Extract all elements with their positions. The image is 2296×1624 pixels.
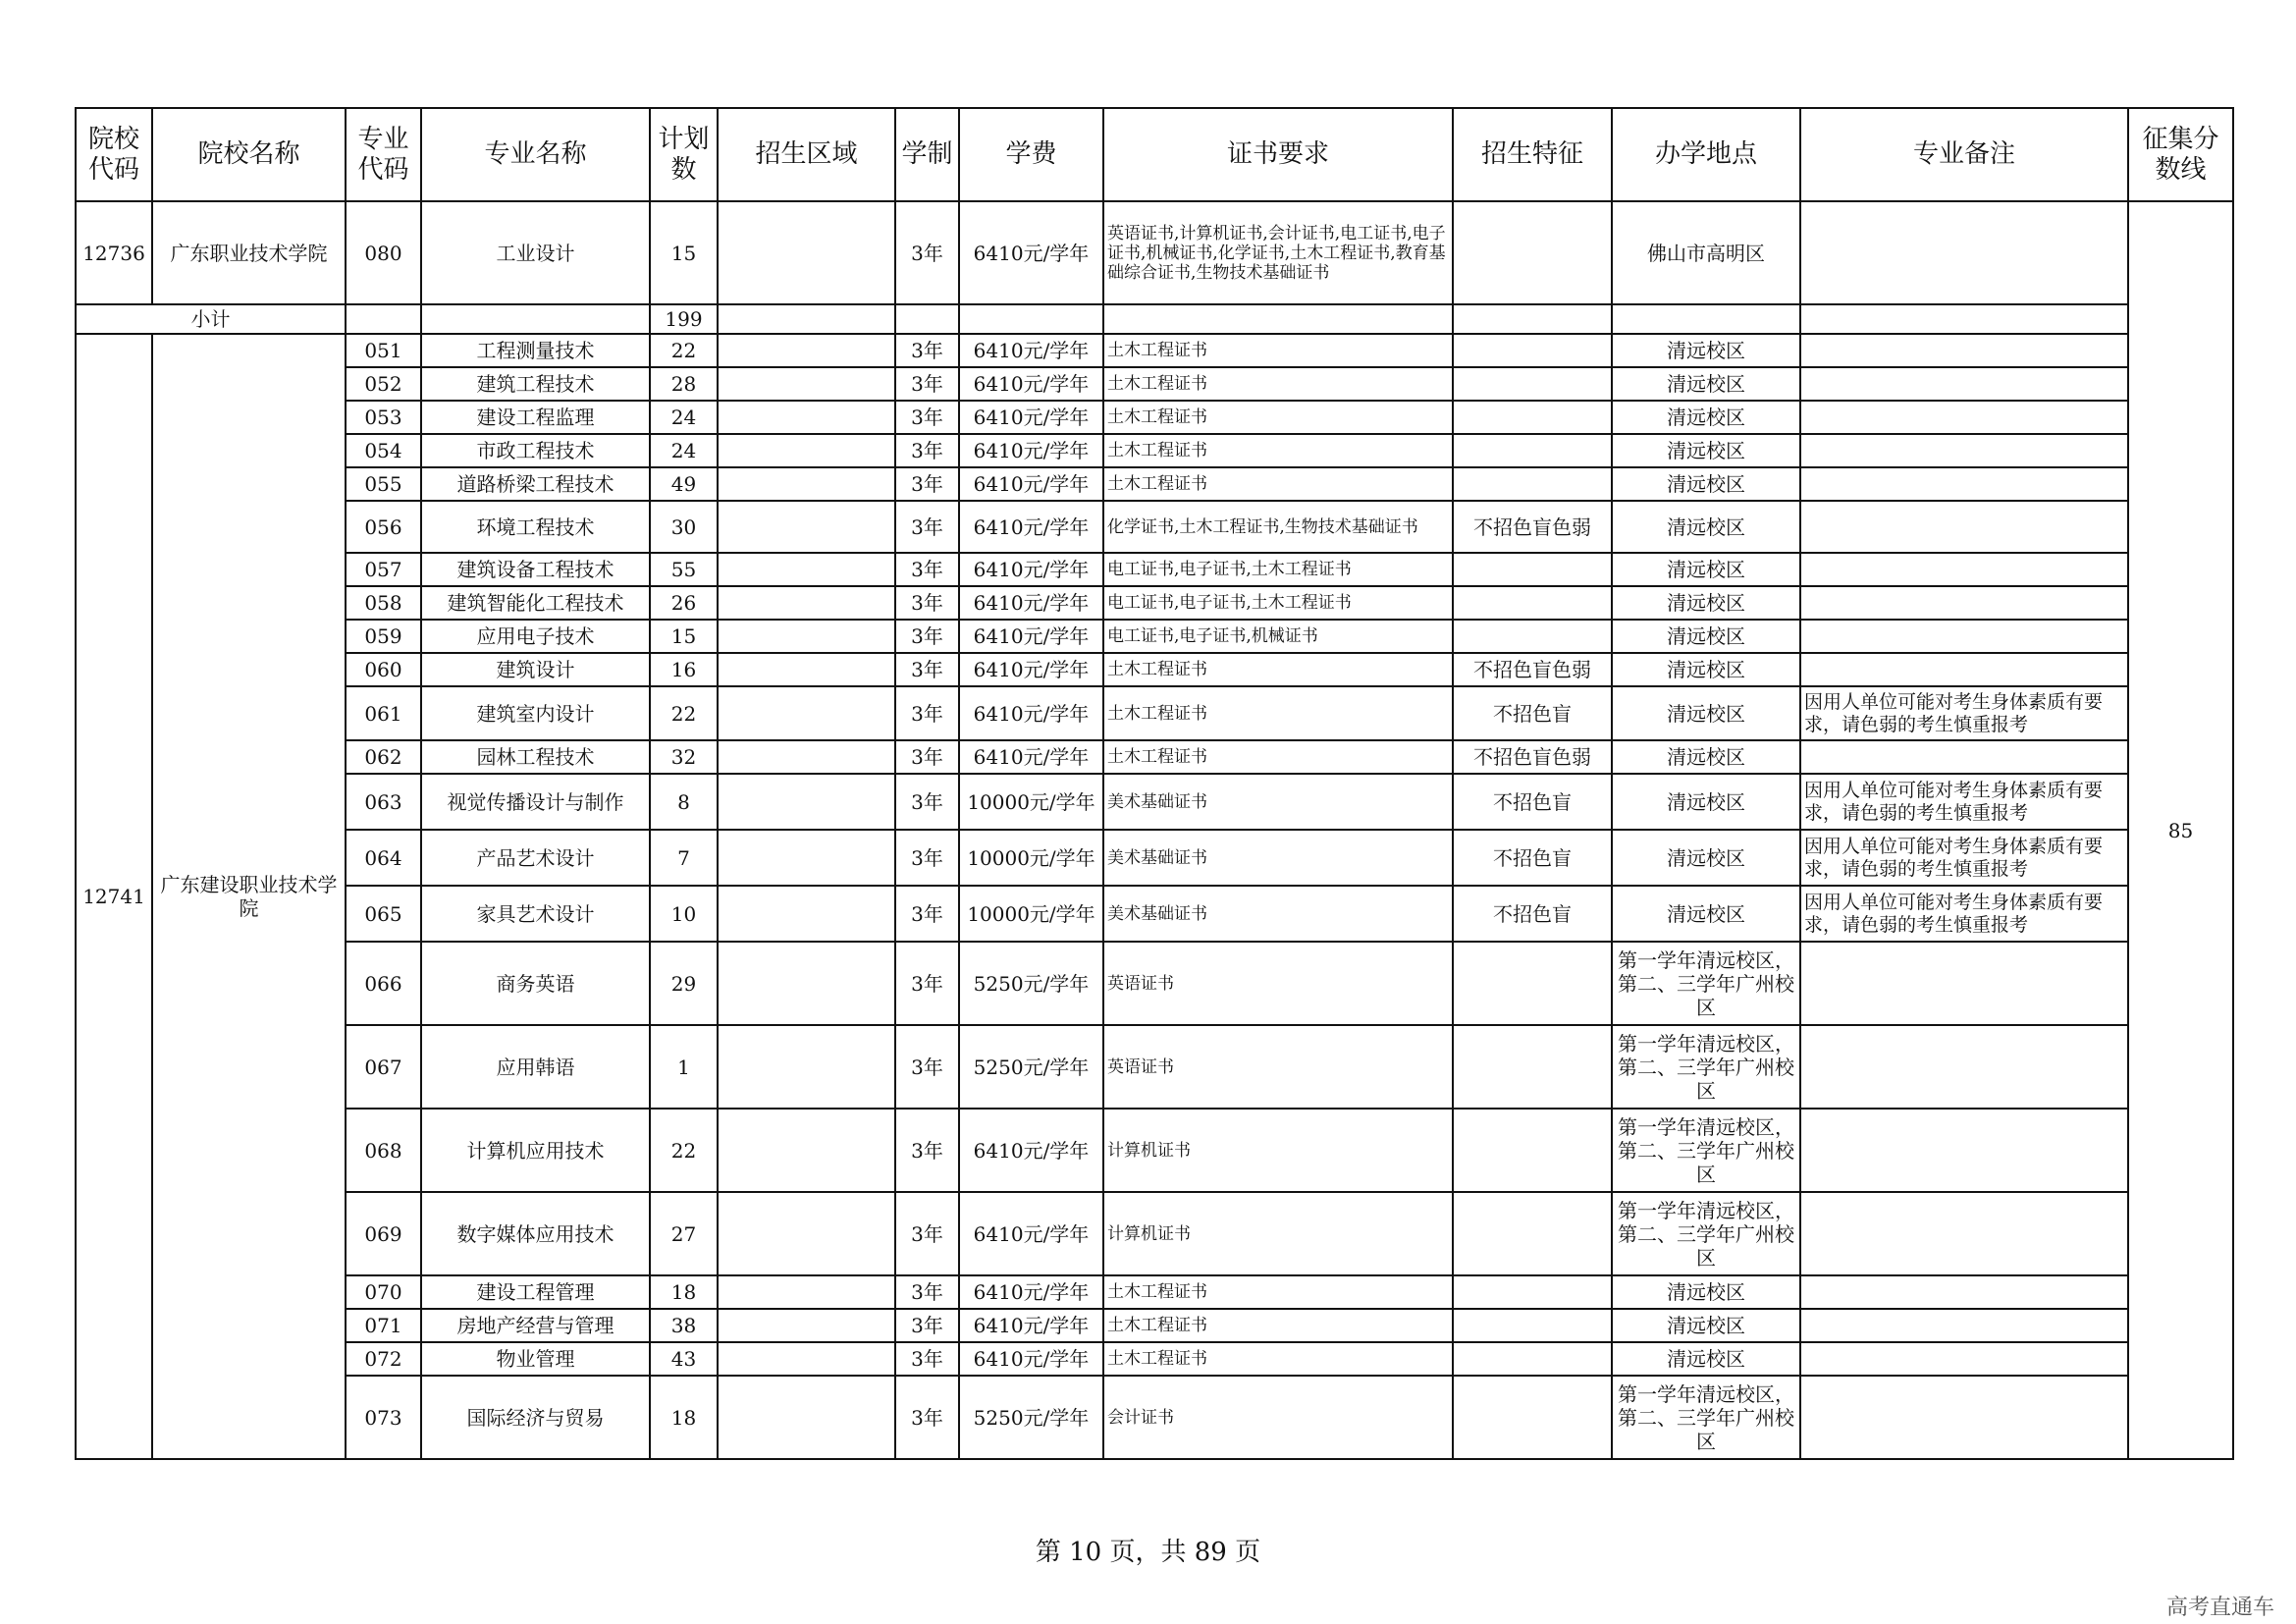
tuition-fee: 6410元/学年 — [959, 201, 1103, 304]
plan-count: 24 — [650, 434, 718, 467]
certificate-requirement: 计算机证书 — [1103, 1192, 1453, 1275]
table-row — [76, 467, 2233, 501]
study-years: 3年 — [895, 201, 959, 304]
region-cell — [718, 467, 895, 501]
major-note — [1800, 401, 2128, 434]
header-row — [76, 108, 2233, 201]
campus-location: 第一学年清远校区，第二、三学年广州校区 — [1612, 1376, 1800, 1459]
major-note — [1800, 1309, 2128, 1342]
certificate-requirement: 电工证书,电子证书,土木工程证书 — [1103, 586, 1453, 620]
major-note — [1800, 740, 2128, 774]
campus-location: 第一学年清远校区，第二、三学年广州校区 — [1612, 942, 1800, 1025]
table-row — [76, 1192, 2233, 1275]
empty-cell — [895, 304, 959, 334]
region-cell — [718, 434, 895, 467]
table-row — [76, 686, 2233, 740]
major-code: 056 — [346, 501, 421, 553]
plan-count: 26 — [650, 586, 718, 620]
header-cell: 学费 — [959, 108, 1103, 201]
certificate-requirement: 土木工程证书 — [1103, 434, 1453, 467]
major-name: 道路桥梁工程技术 — [421, 467, 650, 501]
plan-count: 27 — [650, 1192, 718, 1275]
tuition-fee: 6410元/学年 — [959, 367, 1103, 401]
study-years: 3年 — [895, 774, 959, 830]
study-years: 3年 — [895, 1342, 959, 1376]
certificate-requirement: 土木工程证书 — [1103, 740, 1453, 774]
region-cell — [718, 201, 895, 304]
major-code: 057 — [346, 553, 421, 586]
admission-feature: 不招色盲色弱 — [1453, 501, 1612, 553]
region-cell — [718, 774, 895, 830]
plan-count: 49 — [650, 467, 718, 501]
major-name: 数字媒体应用技术 — [421, 1192, 650, 1275]
empty-cell — [959, 304, 1103, 334]
major-code: 065 — [346, 886, 421, 942]
campus-location: 清远校区 — [1612, 334, 1800, 367]
header-cell: 征集分数线 — [2128, 108, 2233, 201]
study-years: 3年 — [895, 1376, 959, 1459]
header-cell: 院校名称 — [152, 108, 346, 201]
table-row — [76, 201, 2233, 304]
empty-cell — [421, 304, 650, 334]
tuition-fee: 6410元/学年 — [959, 586, 1103, 620]
plan-count: 38 — [650, 1309, 718, 1342]
header-cell: 学制 — [895, 108, 959, 201]
major-name: 建设工程监理 — [421, 401, 650, 434]
certificate-requirement: 土木工程证书 — [1103, 1342, 1453, 1376]
major-note — [1800, 1275, 2128, 1309]
admission-feature — [1453, 586, 1612, 620]
study-years: 3年 — [895, 553, 959, 586]
plan-count: 55 — [650, 553, 718, 586]
certificate-requirement: 土木工程证书 — [1103, 467, 1453, 501]
major-note — [1800, 467, 2128, 501]
tuition-fee: 6410元/学年 — [959, 553, 1103, 586]
study-years: 3年 — [895, 1109, 959, 1192]
major-note — [1800, 620, 2128, 653]
plan-count: 15 — [650, 201, 718, 304]
table-row — [76, 401, 2233, 434]
major-name: 计算机应用技术 — [421, 1109, 650, 1192]
table-row — [76, 886, 2233, 942]
plan-count: 18 — [650, 1376, 718, 1459]
plan-count: 32 — [650, 740, 718, 774]
subtotal-value: 199 — [650, 304, 718, 334]
school-name: 广东职业技术学院 — [152, 201, 346, 304]
admission-feature — [1453, 942, 1612, 1025]
certificate-requirement: 土木工程证书 — [1103, 1275, 1453, 1309]
major-code: 073 — [346, 1376, 421, 1459]
tuition-fee: 6410元/学年 — [959, 1275, 1103, 1309]
plan-count: 10 — [650, 886, 718, 942]
campus-location: 清远校区 — [1612, 434, 1800, 467]
certificate-requirement: 美术基础证书 — [1103, 774, 1453, 830]
major-code: 051 — [346, 334, 421, 367]
admission-feature — [1453, 467, 1612, 501]
study-years: 3年 — [895, 434, 959, 467]
table-row — [76, 434, 2233, 467]
major-code: 069 — [346, 1192, 421, 1275]
table-row — [76, 1309, 2233, 1342]
table-row — [76, 1342, 2233, 1376]
region-cell — [718, 1376, 895, 1459]
empty-cell — [346, 304, 421, 334]
certificate-requirement: 土木工程证书 — [1103, 401, 1453, 434]
major-name: 国际经济与贸易 — [421, 1376, 650, 1459]
major-code: 068 — [346, 1109, 421, 1192]
tuition-fee: 6410元/学年 — [959, 334, 1103, 367]
region-cell — [718, 586, 895, 620]
major-name: 建筑工程技术 — [421, 367, 650, 401]
campus-location: 清远校区 — [1612, 1275, 1800, 1309]
campus-location: 清远校区 — [1612, 401, 1800, 434]
major-name: 物业管理 — [421, 1342, 650, 1376]
campus-location: 佛山市高明区 — [1612, 201, 1800, 304]
region-cell — [718, 620, 895, 653]
certificate-requirement: 美术基础证书 — [1103, 886, 1453, 942]
tuition-fee: 6410元/学年 — [959, 467, 1103, 501]
plan-count: 43 — [650, 1342, 718, 1376]
header-cell: 计划数 — [650, 108, 718, 201]
study-years: 3年 — [895, 686, 959, 740]
admission-feature — [1453, 201, 1612, 304]
plan-count: 8 — [650, 774, 718, 830]
tuition-fee: 10000元/学年 — [959, 830, 1103, 886]
plan-count: 24 — [650, 401, 718, 434]
major-name: 工业设计 — [421, 201, 650, 304]
study-years: 3年 — [895, 1275, 959, 1309]
tuition-fee: 6410元/学年 — [959, 620, 1103, 653]
admission-feature: 不招色盲色弱 — [1453, 653, 1612, 686]
tuition-fee: 10000元/学年 — [959, 774, 1103, 830]
plan-count: 22 — [650, 1109, 718, 1192]
region-cell — [718, 1192, 895, 1275]
tuition-fee: 10000元/学年 — [959, 886, 1103, 942]
major-name: 应用电子技术 — [421, 620, 650, 653]
table-row — [76, 553, 2233, 586]
table-row — [76, 740, 2233, 774]
certificate-requirement: 土木工程证书 — [1103, 334, 1453, 367]
table-row — [76, 1025, 2233, 1109]
campus-location: 清远校区 — [1612, 586, 1800, 620]
cutoff-score: 85 — [2128, 201, 2233, 1459]
admission-feature — [1453, 1309, 1612, 1342]
admission-feature — [1453, 434, 1612, 467]
admission-feature — [1453, 1109, 1612, 1192]
admission-feature — [1453, 1376, 1612, 1459]
table-row — [76, 1275, 2233, 1309]
major-name: 商务英语 — [421, 942, 650, 1025]
tuition-fee: 6410元/学年 — [959, 401, 1103, 434]
school-name: 广东建设职业技术学院 — [152, 334, 346, 1459]
header-cell: 专业代码 — [346, 108, 421, 201]
study-years: 3年 — [895, 586, 959, 620]
major-code: 054 — [346, 434, 421, 467]
admission-feature: 不招色盲 — [1453, 686, 1612, 740]
subtotal-row — [76, 304, 2233, 334]
major-name: 市政工程技术 — [421, 434, 650, 467]
campus-location: 清远校区 — [1612, 653, 1800, 686]
tuition-fee: 6410元/学年 — [959, 740, 1103, 774]
study-years: 3年 — [895, 653, 959, 686]
major-code: 053 — [346, 401, 421, 434]
certificate-requirement: 土木工程证书 — [1103, 1309, 1453, 1342]
plan-count: 15 — [650, 620, 718, 653]
admission-feature — [1453, 401, 1612, 434]
certificate-requirement: 土木工程证书 — [1103, 653, 1453, 686]
study-years: 3年 — [895, 1192, 959, 1275]
certificate-requirement: 美术基础证书 — [1103, 830, 1453, 886]
campus-location: 第一学年清远校区，第二、三学年广州校区 — [1612, 1109, 1800, 1192]
certificate-requirement: 英语证书 — [1103, 1025, 1453, 1109]
region-cell — [718, 1025, 895, 1109]
major-note — [1800, 653, 2128, 686]
admission-feature: 不招色盲 — [1453, 774, 1612, 830]
tuition-fee: 6410元/学年 — [959, 501, 1103, 553]
region-cell — [718, 1275, 895, 1309]
major-code: 066 — [346, 942, 421, 1025]
major-note: 因用人单位可能对考生身体素质有要求，请色弱的考生慎重报考 — [1800, 686, 2128, 740]
major-note — [1800, 1376, 2128, 1459]
campus-location: 清远校区 — [1612, 501, 1800, 553]
admission-feature — [1453, 620, 1612, 653]
major-name: 建设工程管理 — [421, 1275, 650, 1309]
table-row — [76, 334, 2233, 367]
study-years: 3年 — [895, 1025, 959, 1109]
major-code: 052 — [346, 367, 421, 401]
study-years: 3年 — [895, 1309, 959, 1342]
major-note — [1800, 367, 2128, 401]
major-name: 工程测量技术 — [421, 334, 650, 367]
major-note — [1800, 586, 2128, 620]
major-note — [1800, 334, 2128, 367]
major-note — [1800, 553, 2128, 586]
major-note — [1800, 1342, 2128, 1376]
region-cell — [718, 1342, 895, 1376]
major-code: 080 — [346, 201, 421, 304]
major-note — [1800, 1192, 2128, 1275]
empty-cell — [1453, 304, 1612, 334]
certificate-requirement: 英语证书,计算机证书,会计证书,电工证书,电子证书,机械证书,化学证书,土木工程证书,教育基础综合证书,生物技术基础证书 — [1103, 201, 1453, 304]
plan-count: 7 — [650, 830, 718, 886]
major-note: 因用人单位可能对考生身体素质有要求，请色弱的考生慎重报考 — [1800, 774, 2128, 830]
major-name: 环境工程技术 — [421, 501, 650, 553]
admission-feature: 不招色盲色弱 — [1453, 740, 1612, 774]
campus-location: 清远校区 — [1612, 620, 1800, 653]
study-years: 3年 — [895, 467, 959, 501]
major-name: 园林工程技术 — [421, 740, 650, 774]
major-note — [1800, 942, 2128, 1025]
certificate-requirement: 电工证书,电子证书,土木工程证书 — [1103, 553, 1453, 586]
table-row — [76, 942, 2233, 1025]
admission-feature: 不招色盲 — [1453, 830, 1612, 886]
campus-location: 清远校区 — [1612, 740, 1800, 774]
major-name: 建筑室内设计 — [421, 686, 650, 740]
plan-count: 16 — [650, 653, 718, 686]
major-name: 视觉传播设计与制作 — [421, 774, 650, 830]
header-cell: 院校代码 — [76, 108, 152, 201]
page-footer: 第 10 页，共 89 页 — [1035, 1538, 1261, 1567]
admission-feature — [1453, 1025, 1612, 1109]
watermark: 高考直通车 — [2165, 1596, 2274, 1620]
major-code: 071 — [346, 1309, 421, 1342]
table-row — [76, 1109, 2233, 1192]
school-code: 12741 — [76, 334, 152, 1459]
study-years: 3年 — [895, 334, 959, 367]
major-code: 060 — [346, 653, 421, 686]
major-name: 应用韩语 — [421, 1025, 650, 1109]
region-cell — [718, 830, 895, 886]
tuition-fee: 5250元/学年 — [959, 1025, 1103, 1109]
header-cell: 招生特征 — [1453, 108, 1612, 201]
major-note — [1800, 434, 2128, 467]
certificate-requirement: 英语证书 — [1103, 942, 1453, 1025]
admission-feature — [1453, 1275, 1612, 1309]
major-code: 067 — [346, 1025, 421, 1109]
major-name: 建筑设计 — [421, 653, 650, 686]
plan-count: 1 — [650, 1025, 718, 1109]
region-cell — [718, 686, 895, 740]
region-cell — [718, 401, 895, 434]
major-code: 059 — [346, 620, 421, 653]
table-row — [76, 653, 2233, 686]
region-cell — [718, 942, 895, 1025]
tuition-fee: 6410元/学年 — [959, 686, 1103, 740]
table-row — [76, 830, 2233, 886]
certificate-requirement: 电工证书,电子证书,机械证书 — [1103, 620, 1453, 653]
campus-location: 第一学年清远校区，第二、三学年广州校区 — [1612, 1192, 1800, 1275]
tuition-fee: 5250元/学年 — [959, 1376, 1103, 1459]
campus-location: 清远校区 — [1612, 553, 1800, 586]
study-years: 3年 — [895, 401, 959, 434]
region-cell — [718, 740, 895, 774]
tuition-fee: 6410元/学年 — [959, 1192, 1103, 1275]
study-years: 3年 — [895, 942, 959, 1025]
header-cell: 证书要求 — [1103, 108, 1453, 201]
campus-location: 清远校区 — [1612, 886, 1800, 942]
region-cell — [718, 886, 895, 942]
table-row — [76, 774, 2233, 830]
admission-feature — [1453, 334, 1612, 367]
campus-location: 清远校区 — [1612, 830, 1800, 886]
plan-count: 22 — [650, 334, 718, 367]
admission-table — [75, 107, 2234, 1460]
header-cell: 招生区域 — [718, 108, 895, 201]
region-cell — [718, 653, 895, 686]
major-name: 产品艺术设计 — [421, 830, 650, 886]
empty-cell — [718, 304, 895, 334]
major-code: 061 — [346, 686, 421, 740]
table-row — [76, 1376, 2233, 1459]
region-cell — [718, 367, 895, 401]
major-code: 070 — [346, 1275, 421, 1309]
admission-feature — [1453, 367, 1612, 401]
campus-location: 清远校区 — [1612, 686, 1800, 740]
table-row — [76, 367, 2233, 401]
study-years: 3年 — [895, 886, 959, 942]
study-years: 3年 — [895, 620, 959, 653]
tuition-fee: 6410元/学年 — [959, 1109, 1103, 1192]
certificate-requirement: 计算机证书 — [1103, 1109, 1453, 1192]
major-name: 建筑设备工程技术 — [421, 553, 650, 586]
admission-feature: 不招色盲 — [1453, 886, 1612, 942]
tuition-fee: 6410元/学年 — [959, 434, 1103, 467]
table-row — [76, 620, 2233, 653]
major-note — [1800, 201, 2128, 304]
study-years: 3年 — [895, 740, 959, 774]
campus-location: 清远校区 — [1612, 367, 1800, 401]
certificate-requirement: 土木工程证书 — [1103, 686, 1453, 740]
study-years: 3年 — [895, 501, 959, 553]
major-code: 072 — [346, 1342, 421, 1376]
study-years: 3年 — [895, 830, 959, 886]
header-cell: 专业备注 — [1800, 108, 2128, 201]
empty-cell — [1103, 304, 1453, 334]
certificate-requirement: 化学证书,土木工程证书,生物技术基础证书 — [1103, 501, 1453, 553]
certificate-requirement: 土木工程证书 — [1103, 367, 1453, 401]
header-cell: 办学地点 — [1612, 108, 1800, 201]
major-name: 建筑智能化工程技术 — [421, 586, 650, 620]
major-name: 家具艺术设计 — [421, 886, 650, 942]
major-note — [1800, 1109, 2128, 1192]
tuition-fee: 5250元/学年 — [959, 942, 1103, 1025]
major-code: 064 — [346, 830, 421, 886]
admission-feature — [1453, 1342, 1612, 1376]
campus-location: 清远校区 — [1612, 1342, 1800, 1376]
major-code: 063 — [346, 774, 421, 830]
table-row — [76, 586, 2233, 620]
region-cell — [718, 1109, 895, 1192]
major-note — [1800, 1025, 2128, 1109]
region-cell — [718, 334, 895, 367]
major-code: 062 — [346, 740, 421, 774]
tuition-fee: 6410元/学年 — [959, 1309, 1103, 1342]
major-note: 因用人单位可能对考生身体素质有要求，请色弱的考生慎重报考 — [1800, 830, 2128, 886]
major-code: 055 — [346, 467, 421, 501]
major-name: 房地产经营与管理 — [421, 1309, 650, 1342]
plan-count: 30 — [650, 501, 718, 553]
region-cell — [718, 501, 895, 553]
tuition-fee: 6410元/学年 — [959, 653, 1103, 686]
empty-cell — [1800, 304, 2128, 334]
campus-location: 清远校区 — [1612, 1309, 1800, 1342]
campus-location: 清远校区 — [1612, 774, 1800, 830]
empty-cell — [1612, 304, 1800, 334]
header-cell: 专业名称 — [421, 108, 650, 201]
plan-count: 18 — [650, 1275, 718, 1309]
region-cell — [718, 553, 895, 586]
table-row — [76, 501, 2233, 553]
campus-location: 第一学年清远校区，第二、三学年广州校区 — [1612, 1025, 1800, 1109]
certificate-requirement: 会计证书 — [1103, 1376, 1453, 1459]
subtotal-label: 小计 — [76, 304, 346, 334]
plan-count: 22 — [650, 686, 718, 740]
major-note: 因用人单位可能对考生身体素质有要求，请色弱的考生慎重报考 — [1800, 886, 2128, 942]
major-note — [1800, 501, 2128, 553]
plan-count: 29 — [650, 942, 718, 1025]
major-code: 058 — [346, 586, 421, 620]
region-cell — [718, 1309, 895, 1342]
admission-feature — [1453, 553, 1612, 586]
admission-feature — [1453, 1192, 1612, 1275]
plan-count: 28 — [650, 367, 718, 401]
tuition-fee: 6410元/学年 — [959, 1342, 1103, 1376]
study-years: 3年 — [895, 367, 959, 401]
campus-location: 清远校区 — [1612, 467, 1800, 501]
school-code: 12736 — [76, 201, 152, 304]
